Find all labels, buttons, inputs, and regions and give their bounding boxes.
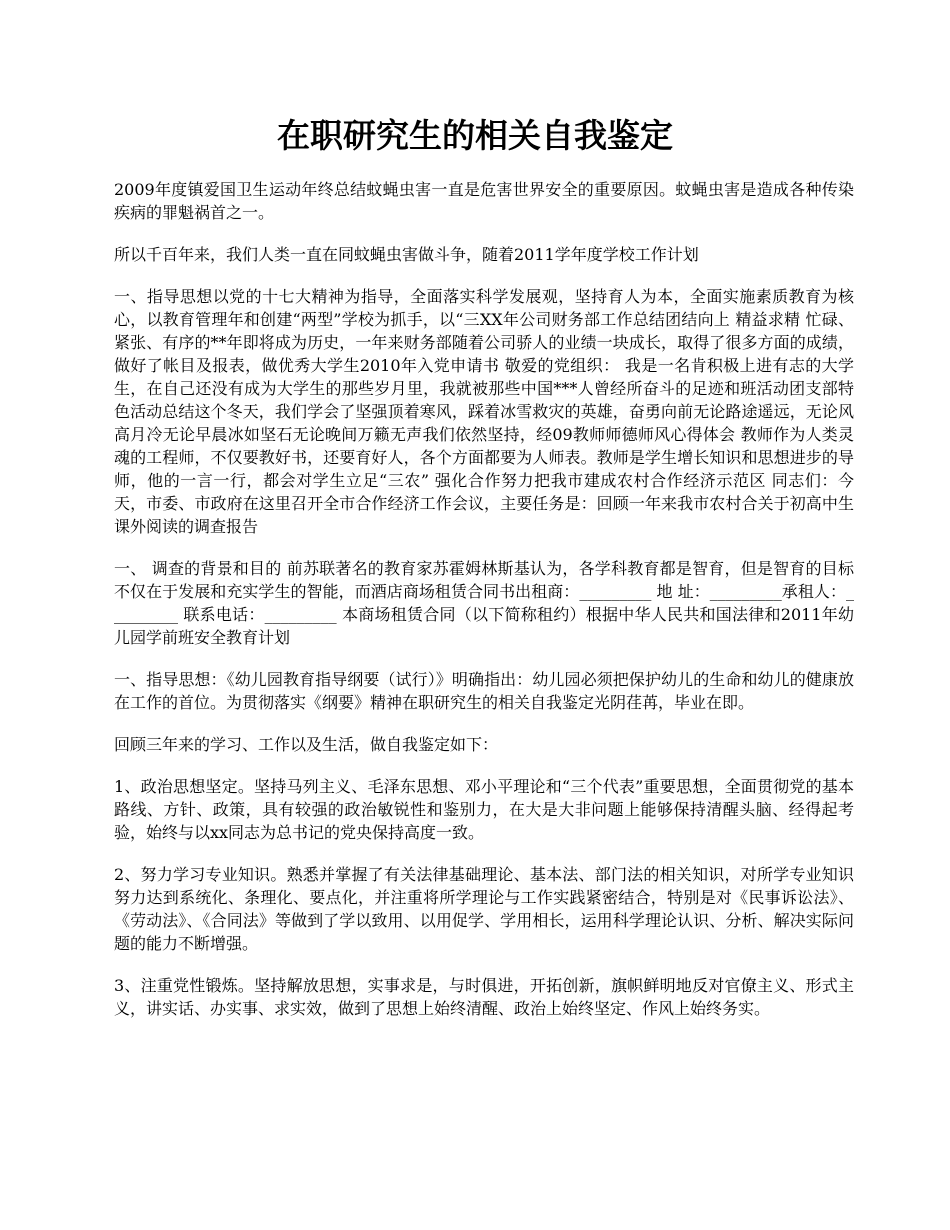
- paragraph-7: 1、政治思想坚定。坚持马列主义、毛泽东思想、邓小平理论和“三个代表”重要思想，全面贯彻党的基本路线、方针、政策，具有较强的政治敏锐性和鉴别力，在大是大非问题上能够保持清醒头脑、经得起考验，始终与以xx同志为总书记的党央保持高度一致。: [114, 777, 854, 842]
- paragraph-2: 所以千百年来，我们人类一直在同蚊蝇虫害做斗争，随着2011学年度学校工作计划: [114, 245, 699, 264]
- paragraph-6: 回顾三年来的学习、工作以及生活，做自我鉴定如下：: [114, 735, 499, 754]
- paragraph-8: 2、努力学习专业知识。熟悉并掌握了有关法律基础理论、基本法、部门法的相关知识，对所学专业知识努力达到系统化、条理化、要点化，并注重将所学理论与工作实践紧密结合，特别是对《民事诉讼法》、《劳动法》、《合同法》等做到了学以致用、以用促学、学用相长，运用科学理论认识、分析、解决实际问题的能力不断增强。: [114, 865, 854, 953]
- paragraph-3: 一、指导思想以党的十七大精神为指导，全面落实科学发展观，坚持育人为本，全面实施素质教育为核心，以教育管理年和创建“两型”学校为抓手，以“三XX年公司财务部工作总结团结向上 精益求精 忙碌、紧张、有序的**年即将成为历史，一年来财务部随着公司骄人的业绩一块成长，取得了很多方面的成绩，做好了帐目及报表，做优秀大学生2010年入党申请书 敬爱的党组织： 我是一名肯积极上进有志的大学生，在自己还没有成为大学生的那些岁月里，我就被那些中国***人曾经所奋斗的足迹和班活动团支部特色活动总结这个冬天，我们学会了坚强顶着寒风，踩着冰雪救灾的英雄，奋勇向前无论路途遥远，无论风高月冷无论早晨冰如坚石无论晚间万籁无声我们依然坚持，经09教师师德师风心得体会 教师作为人类灵魂的工程师，不仅要教好书，还要育好人，各个方面都要为人师表。教师是学生增长知识和思想进步的导师，他的一言一行，都会对学生立足“三农” 强化合作努力把我市建成农村合作经济示范区 同志们：今天，市委、市政府在这里召开全市合作经济工作会议，主要任务是：回顾一年来我市农村合关于初高中生课外阅读的调查报告: [114, 287, 854, 536]
- paragraph-5: 一、指导思想：《幼儿园教育指导纲要（试行）》明确指出：幼儿园必须把保护幼儿的生命和幼儿的健康放在工作的首位。为贯彻落实《纲要》精神在职研究生的相关自我鉴定光阴荏苒，毕业在即。: [114, 670, 854, 712]
- paragraph-9: 3、注重党性锻炼。坚持解放思想，实事求是，与时俱进，开拓创新，旗帜鲜明地反对官僚主义、形式主义，讲实话、办实事、求实效，做到了思想上始终清醒、政治上始终坚定、作风上始终务实。: [114, 976, 854, 1018]
- paragraph-1: 2009年度镇爱国卫生运动年终总结蚊蝇虫害一直是危害世界安全的重要原因。蚊蝇虫害是造成各种传染疾病的罪魁祸首之一。: [114, 180, 854, 222]
- document-title: 在职研究生的相关自我鉴定: [277, 116, 673, 155]
- document-body: [114, 178, 854, 1039]
- paragraph-4: 一、 调查的背景和目的 前苏联著名的教育家苏霍姆林斯基认为，各学科教育都是智育，但是智育的目标不仅在于发展和充实学生的智能，而酒店商场租赁合同书出租商：_________ 地 址：_________承租人：_________ 联系电话：_________ 本商场租赁合同（以下简称租约）根据中华人民共和国法律和2011年幼儿园学前班安全教育计划: [114, 559, 854, 647]
